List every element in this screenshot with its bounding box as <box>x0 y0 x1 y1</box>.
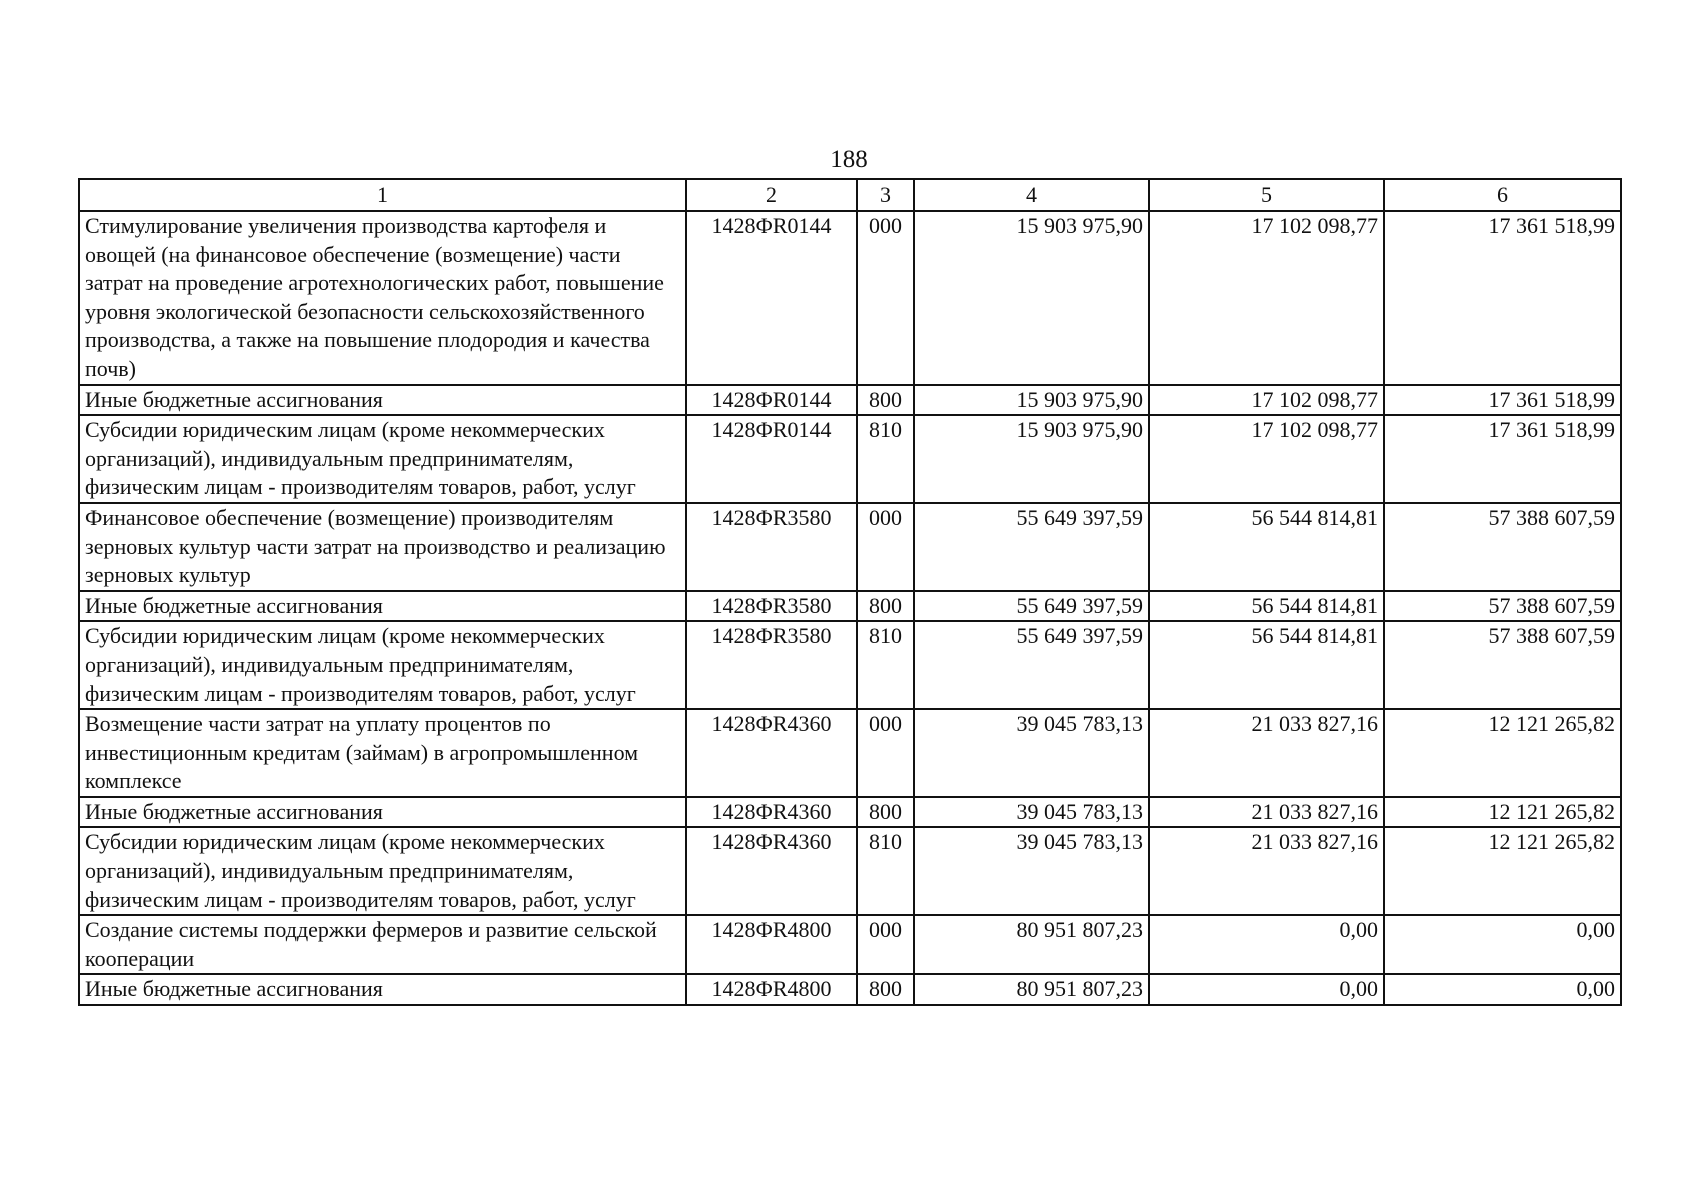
row-name-cell: Субсидии юридическим лицам (кроме некоммерческих организаций), индивидуальным предпринимателям, физическим лицам - производителям товаров, работ, услуг <box>79 827 686 915</box>
row-value-col5-cell: 17 102 098,77 <box>1149 211 1384 385</box>
row-value-col6-cell: 0,00 <box>1384 915 1621 974</box>
row-value-col5-cell: 21 033 827,16 <box>1149 709 1384 797</box>
row-value-col4-cell: 39 045 783,13 <box>914 827 1149 915</box>
table-body <box>79 211 1621 1005</box>
row-value-col4-cell: 80 951 807,23 <box>914 974 1149 1005</box>
row-name-cell: Субсидии юридическим лицам (кроме некоммерческих организаций), индивидуальным предпринимателям, физическим лицам - производителям товаров, работ, услуг <box>79 415 686 503</box>
row-value-col5-cell: 17 102 098,77 <box>1149 415 1384 503</box>
table-row <box>79 385 1621 416</box>
row-value-col6-cell: 12 121 265,82 <box>1384 827 1621 915</box>
row-value-col5-cell: 56 544 814,81 <box>1149 591 1384 622</box>
row-value-col4-cell: 39 045 783,13 <box>914 797 1149 828</box>
row-code-cell: 1428ФR3580 <box>686 503 857 591</box>
row-code-cell: 1428ФR4360 <box>686 709 857 797</box>
row-value-col5-cell: 0,00 <box>1149 915 1384 974</box>
row-value-col5-cell: 21 033 827,16 <box>1149 827 1384 915</box>
row-value-col5-cell: 56 544 814,81 <box>1149 503 1384 591</box>
row-type-cell: 000 <box>857 915 914 974</box>
column-header-1: 1 <box>79 179 686 211</box>
row-value-col4-cell: 55 649 397,59 <box>914 591 1149 622</box>
row-code-cell: 1428ФR4800 <box>686 915 857 974</box>
column-header-4: 4 <box>914 179 1149 211</box>
row-type-cell: 000 <box>857 211 914 385</box>
budget-table <box>78 178 1622 1006</box>
table-row <box>79 915 1621 974</box>
row-value-col4-cell: 15 903 975,90 <box>914 385 1149 416</box>
table-row <box>79 503 1621 591</box>
table-row <box>79 621 1621 709</box>
row-type-cell: 000 <box>857 503 914 591</box>
column-header-3: 3 <box>857 179 914 211</box>
page-number: 188 <box>830 146 868 173</box>
row-name-cell: Финансовое обеспечение (возмещение) производителям зерновых культур части затрат на производство и реализацию зерновых культур <box>79 503 686 591</box>
row-value-col4-cell: 39 045 783,13 <box>914 709 1149 797</box>
row-name-cell: Иные бюджетные ассигнования <box>79 591 686 622</box>
row-value-col6-cell: 0,00 <box>1384 974 1621 1005</box>
row-type-cell: 810 <box>857 621 914 709</box>
row-code-cell: 1428ФR4800 <box>686 974 857 1005</box>
row-value-col6-cell: 17 361 518,99 <box>1384 415 1621 503</box>
row-value-col6-cell: 57 388 607,59 <box>1384 591 1621 622</box>
row-type-cell: 810 <box>857 415 914 503</box>
table-row <box>79 797 1621 828</box>
row-code-cell: 1428ФR0144 <box>686 415 857 503</box>
row-value-col5-cell: 0,00 <box>1149 974 1384 1005</box>
row-value-col6-cell: 57 388 607,59 <box>1384 503 1621 591</box>
row-name-cell: Иные бюджетные ассигнования <box>79 797 686 828</box>
row-value-col4-cell: 55 649 397,59 <box>914 503 1149 591</box>
column-header-5: 5 <box>1149 179 1384 211</box>
row-value-col4-cell: 55 649 397,59 <box>914 621 1149 709</box>
column-header-2: 2 <box>686 179 857 211</box>
row-value-col5-cell: 21 033 827,16 <box>1149 797 1384 828</box>
table-row <box>79 591 1621 622</box>
column-header-6: 6 <box>1384 179 1621 211</box>
row-name-cell: Создание системы поддержки фермеров и развитие сельской кооперации <box>79 915 686 974</box>
table-row <box>79 415 1621 503</box>
row-code-cell: 1428ФR4360 <box>686 827 857 915</box>
row-value-col4-cell: 80 951 807,23 <box>914 915 1149 974</box>
row-value-col6-cell: 57 388 607,59 <box>1384 621 1621 709</box>
row-name-cell: Стимулирование увеличения производства картофеля и овощей (на финансовое обеспечение (возмещение) части затрат на проведение агротехнологических работ, повышение уровня экологической безопасности сельскохозяйственного производства, а также на повышение плодородия и качества почв) <box>79 211 686 385</box>
row-value-col5-cell: 17 102 098,77 <box>1149 385 1384 416</box>
row-value-col4-cell: 15 903 975,90 <box>914 415 1149 503</box>
table-row <box>79 974 1621 1005</box>
row-code-cell: 1428ФR4360 <box>686 797 857 828</box>
row-type-cell: 800 <box>857 974 914 1005</box>
row-type-cell: 810 <box>857 827 914 915</box>
row-value-col6-cell: 17 361 518,99 <box>1384 211 1621 385</box>
row-code-cell: 1428ФR0144 <box>686 211 857 385</box>
row-value-col6-cell: 17 361 518,99 <box>1384 385 1621 416</box>
row-name-cell: Субсидии юридическим лицам (кроме некоммерческих организаций), индивидуальным предпринимателям, физическим лицам - производителям товаров, работ, услуг <box>79 621 686 709</box>
row-value-col4-cell: 15 903 975,90 <box>914 211 1149 385</box>
table-row <box>79 709 1621 797</box>
row-name-cell: Иные бюджетные ассигнования <box>79 385 686 416</box>
header-row <box>79 179 1621 211</box>
row-value-col5-cell: 56 544 814,81 <box>1149 621 1384 709</box>
row-type-cell: 800 <box>857 385 914 416</box>
row-code-cell: 1428ФR3580 <box>686 591 857 622</box>
row-value-col6-cell: 12 121 265,82 <box>1384 797 1621 828</box>
table-row <box>79 211 1621 385</box>
row-type-cell: 800 <box>857 591 914 622</box>
row-code-cell: 1428ФR0144 <box>686 385 857 416</box>
row-type-cell: 800 <box>857 797 914 828</box>
row-code-cell: 1428ФR3580 <box>686 621 857 709</box>
table-row <box>79 827 1621 915</box>
row-name-cell: Возмещение части затрат на уплату процентов по инвестиционным кредитам (займам) в агропромышленном комплексе <box>79 709 686 797</box>
row-type-cell: 000 <box>857 709 914 797</box>
row-value-col6-cell: 12 121 265,82 <box>1384 709 1621 797</box>
row-name-cell: Иные бюджетные ассигнования <box>79 974 686 1005</box>
